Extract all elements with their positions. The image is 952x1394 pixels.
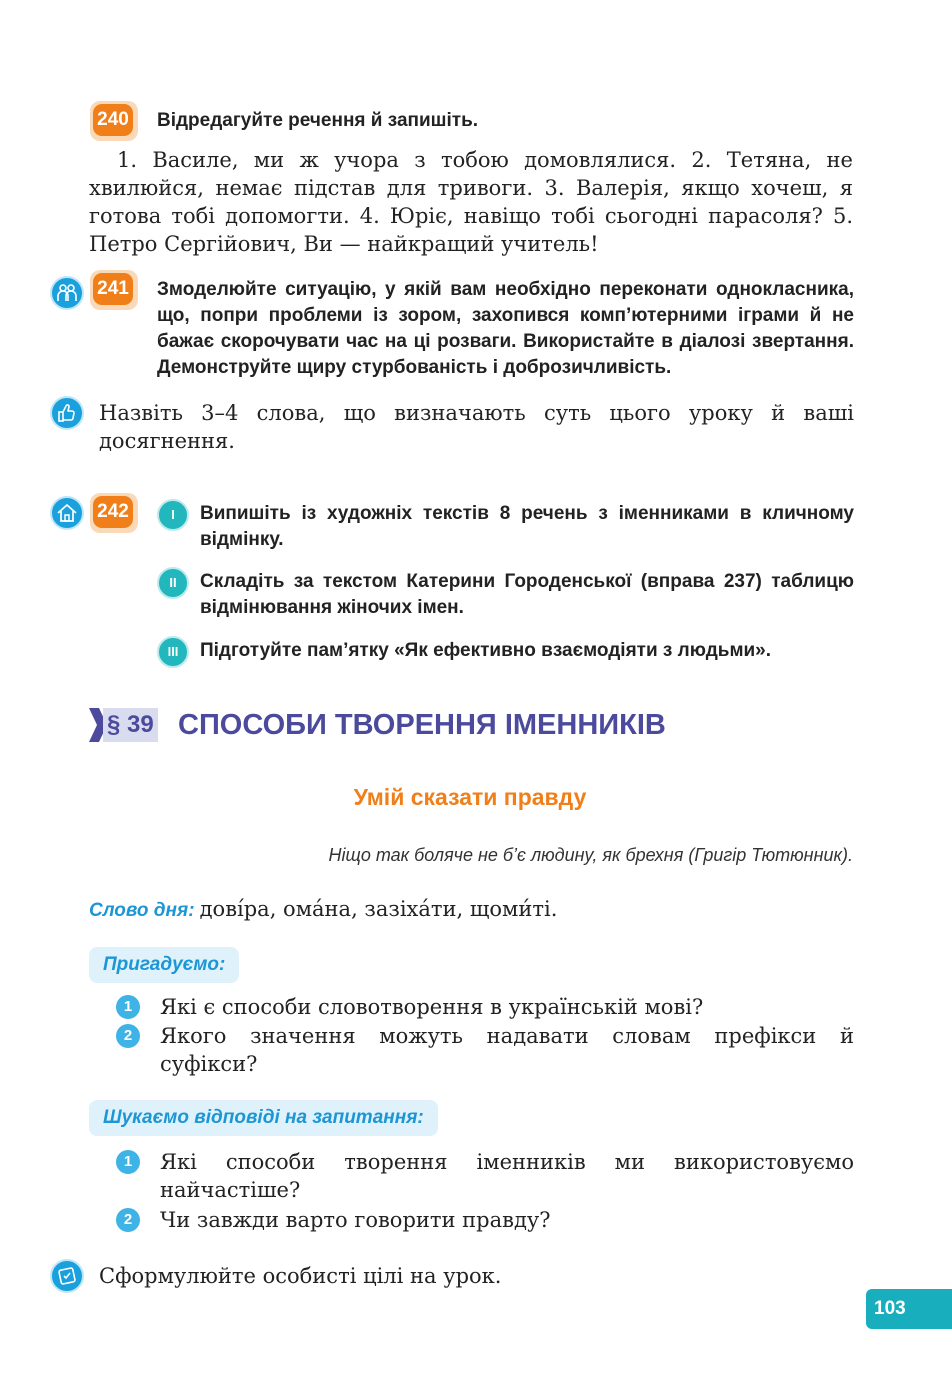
question-number: 2: [116, 1208, 140, 1232]
section-title: СПОСОБИ ТВОРЕННЯ ІМЕННИКІВ: [178, 709, 666, 741]
page-number: 103: [866, 1289, 952, 1329]
recall-question: Якого значення можуть надавати словам префікси й суфікси?: [160, 1024, 854, 1076]
goal-puzzle-icon: [50, 1259, 84, 1293]
search-label: Шукаємо відповіді на запитання:: [89, 1100, 438, 1136]
word-of-day-words: дові́ра, ома́на, зазіха́ти, щоми́ті.: [199, 897, 558, 921]
exercise-number-badge: [90, 270, 138, 310]
lesson-subtitle: Умій сказати правду: [353, 784, 587, 810]
question-number: 2: [116, 1024, 140, 1048]
exercise-number-badge: [90, 101, 138, 141]
reflection-text: Назвіть 3–4 слова, що визначають суть цього уроку й ваші досягнення.: [99, 401, 854, 453]
question-number: 1: [116, 1150, 140, 1174]
epigraph: Ніщо так боляче не б’є людину, як брехня (Григір Тютюнник).: [328, 845, 853, 865]
level-1-text: Випишіть із художніх текстів 8 речень з іменниками в кличному відмінку.: [200, 503, 854, 550]
level-3-icon: III: [157, 636, 189, 668]
thumbs-up-icon: [50, 396, 84, 430]
section-number: § 39: [103, 708, 158, 742]
exercise-number: 240: [93, 104, 133, 136]
exercise-title: Відредагуйте речення й запишіть.: [157, 110, 479, 131]
recall-question: Які є способи словотворення в українській мові?: [160, 995, 704, 1019]
exercise-text: Змоделюйте ситуацію, у якій вам необхідно переконати однокласника, що, попри проблеми із зором, захопився комп’ютерними іграми й не бажає скорочувати час на ці розваги. Використайте в діалозі звертання. Демонструйте щиру стурбованість і доброзичливість.: [157, 279, 854, 378]
level-2-icon: II: [157, 567, 189, 599]
search-question: Чи завжди варто говорити правду?: [160, 1208, 551, 1232]
group-work-icon: [50, 276, 84, 310]
recall-label: Пригадуємо:: [89, 947, 239, 983]
exercise-number: 241: [93, 273, 133, 305]
section-marker: [89, 708, 159, 742]
home-icon: [50, 496, 84, 530]
exercise-text: 1. Василе, ми ж учора з тобою домовлялися. 2. Тетяна, не хвилюйся, немає підстав для тривоги. 3. Валерія, якщо хочеш, я готова тобі допомогти. 4. Юріє, навіщо тобі сьогодні парасоля? 5. Петро Сергійович, Ви — найкращий учитель!: [89, 148, 853, 256]
word-of-day: [89, 897, 557, 922]
level-3-text: Підготуйте пам’ятку «Як ефективно взаємодіяти з людьми».: [200, 640, 772, 661]
exercise-number: 242: [93, 496, 133, 528]
search-question: Які способи творення іменників ми використовуємо найчастіше?: [160, 1150, 854, 1202]
exercise-number-badge: [90, 493, 138, 533]
word-of-day-label: Слово дня:: [89, 900, 195, 921]
level-2-text: Складіть за текстом Катерини Городенської (вправа 237) таблицю відмінювання жіночих імен.: [200, 571, 854, 618]
level-1-icon: I: [157, 499, 189, 531]
question-number: 1: [116, 995, 140, 1019]
goals-text: Сформулюйте особисті цілі на урок.: [99, 1264, 502, 1288]
